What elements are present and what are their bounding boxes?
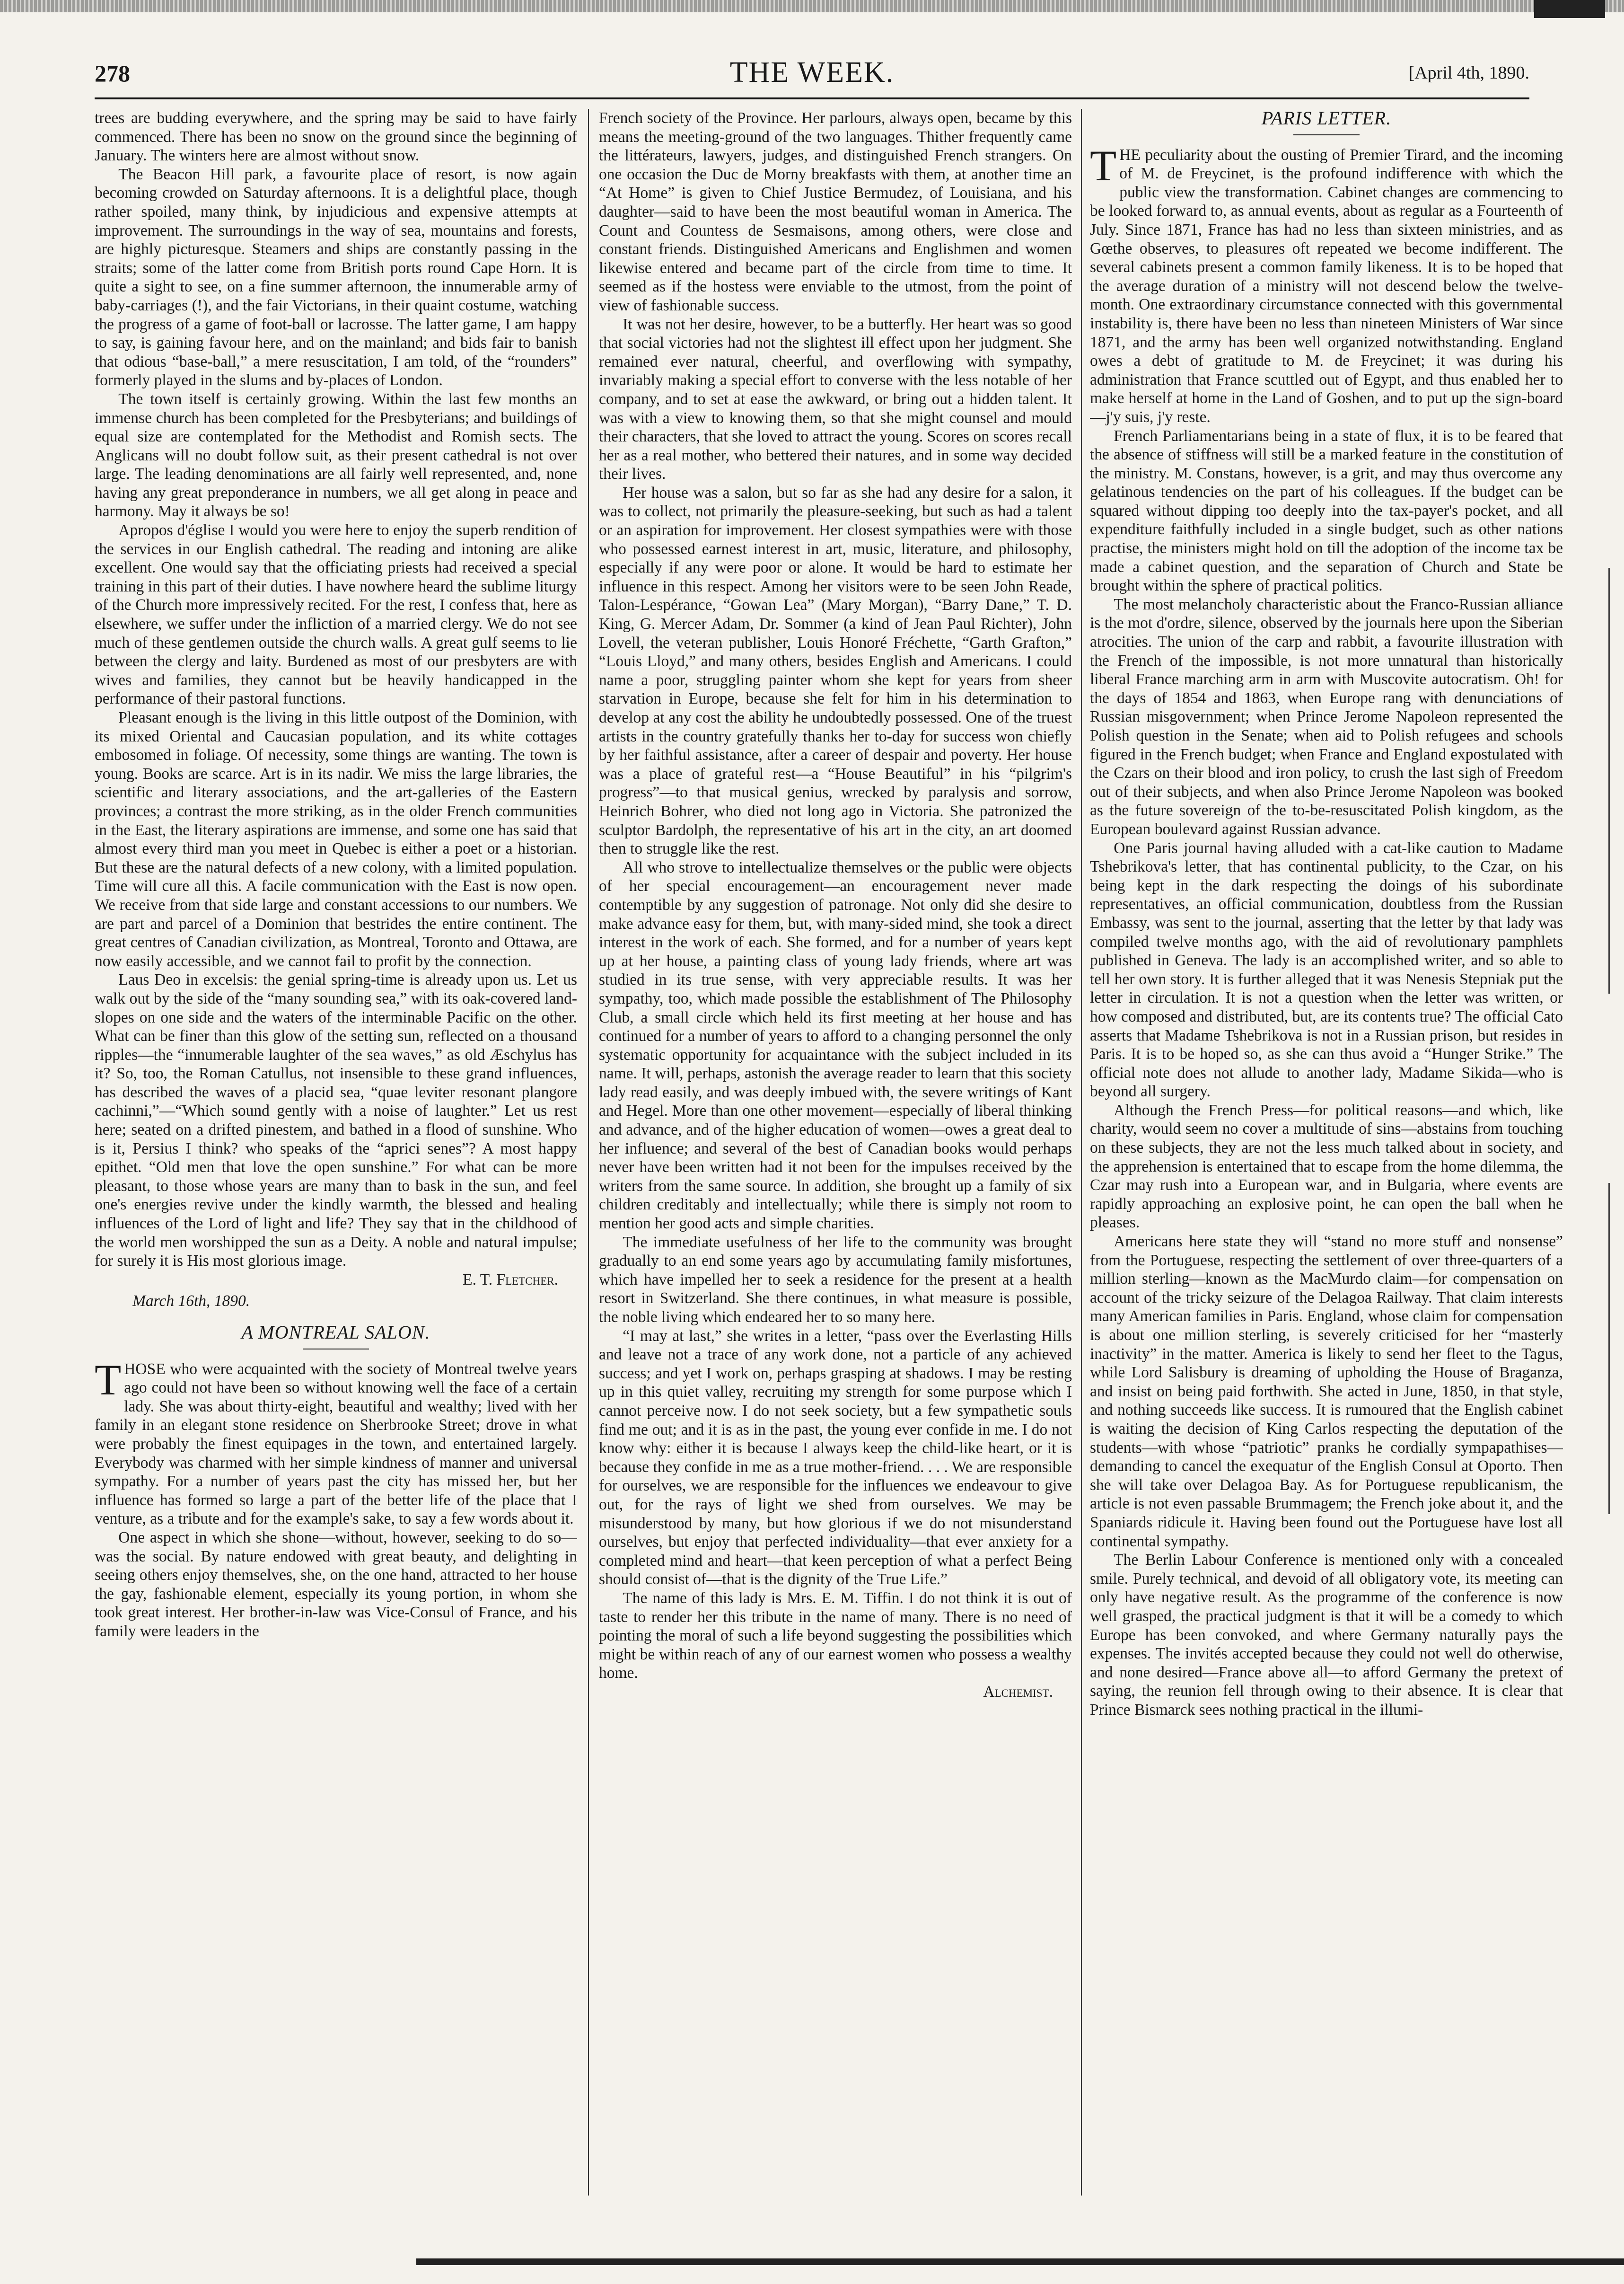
drop-cap: T bbox=[95, 1355, 122, 1404]
author-signature: E. T. Fletcher. bbox=[463, 1270, 558, 1288]
drop-cap: T bbox=[1090, 141, 1117, 190]
paragraph: Pleasant enough is the living in this little outpost of the Dominion, with its mixed Oriental and Caucasian population, and its white cottages embosomed in foliage. Of necessity, some things are wanting. The town is young. Books are scarce. Art is in its nadir. We miss the large libraries, the scientific and literary associations, and the art-galleries of the Eastern provinces; a contrast the more striking, as in the older French communities in the East, the literary aspirations are immense, and some one has said that almost every third man you meet in Quebec is either a poet or a historian. But these are the natural defects of a new colony, with a limited population. Time will cure all this. A facile communication with the East is now open. We receive from that side large and constant accessions to our numbers. We are part and parcel of a Dominion that bestrides the entire continent. The great centres of Canadian civilization, as Montreal, Toronto and Ottawa, are now easily accessible, and we cannot fail to profit by the connection. bbox=[95, 709, 577, 970]
header-rule bbox=[95, 97, 1529, 99]
paragraph bbox=[95, 1355, 577, 1528]
scan-top-edge bbox=[0, 0, 1624, 12]
paragraph: The Beacon Hill park, a favourite place of resort, is now again becoming crowded on Saturday afternoons. It is a delightful place, though rather spoiled, many think, by injudicious and expensive attempts at improvement. The surroundings in the way of sea, mountains and forests, are highly picturesque. Steamers and ships are constantly passing in the straits; some of the latter come from British ports round Cape Horn. It is quite a sight to see, on a fine summer afternoon, the innumerable army of baby-carriages (!), and the fair Victorians, in their quaint costume, watching the progress of a game of foot-ball or lacrosse. The latter game, I am happy to say, is gaining favour here, and on the mainland; and bids fair to banish that odious “base-ball,” a mere resuscitation, I am told, of the “rounders” formerly played in the slums and by-places of London. bbox=[95, 165, 577, 389]
paragraph: French Parliamentarians being in a state of flux, it is to be feared that the absence of stiffness will still be a marked feature in the constitution of the ministry. M. Constans, however, is a grit, and may thus overcome any gelatinous tendencies on the part of his colleagues. If the budget can be squared without dipping too deeply into the tax-payer's pocket, and all expenditure faithfully included in a single budget, such as other nations practise, the ministers might hold on till the adoption of the income tax be made a cabinet question, and the separation of Church and State be brought within the sphere of practical politics. bbox=[1090, 427, 1563, 595]
paragraph: trees are budding everywhere, and the spring may be said to have fairly commenced. There has been no snow on the ground since the beginning of January. The winters here are almost without snow. bbox=[95, 109, 577, 165]
scan-edge-line bbox=[1608, 568, 1610, 994]
paragraph: “I may at last,” she writes in a letter, “pass over the Everlasting Hills and leave not a trace of any work done, not a particle of any achieved success; and yet I work on, perhaps grasping at shadows. I may be resting up in this quiet valley, recruiting my strength for some purpose which I cannot perceive now. I do not seek society, but a few sympathetic souls find me out; and it is as in the past, the young ever confide in me. I do not know why: either it is because I always keep the child-like heart, or it is because they confide in me as a true mother-friend. . . . We are responsible for ourselves, we are responsible for the influences we endeavour to give out, for the rays of light we shed from ourselves. We may be misunderstood by many, but how glorious if we do not misunderstand ourselves, but enjoy that perfected individuality—that ever anxiety for a completed mind and heart—that keen perception of what a perfect Being should consist of—that is the dignity of the True Life.” bbox=[599, 1327, 1072, 1588]
paragraph: The town itself is certainly growing. Within the last few months an immense church has been completed for the Presbyterians; and buildings of equal size are contemplated for the Methodist and Romish sects. The Anglicans will no doubt follow suit, as their present cathedral is not over large. The leading denominations are all fairly well represented, and, none having any great preponderance in numbers, we all get along in peace and harmony. May it always be so! bbox=[95, 390, 577, 520]
page-number: 278 bbox=[95, 60, 130, 87]
article-title-paris-letter: PARIS LETTER. bbox=[1261, 109, 1392, 129]
title-rule bbox=[1293, 134, 1360, 135]
column-right bbox=[1090, 109, 1563, 2196]
scan-bottom-edge bbox=[416, 2258, 1624, 2265]
paragraph: The immediate usefulness of her life to the community was brought gradually to an end some years ago by accumulating family misfortunes, which have impelled her to seek a residence for the present at a health resort in Switzerland. She there continues, in what measure is possible, the noble living which endeared her to so many here. bbox=[599, 1233, 1072, 1326]
scan-edge-line bbox=[1608, 1183, 1610, 1514]
column-left bbox=[95, 109, 577, 2196]
paragraph: It was not her desire, however, to be a butterfly. Her heart was so good that social victories had not the slightest ill effect upon her judgment. She remained ever natural, cheerful, and overflowing with sympathy, invariably making a special effort to converse with the less notable of her company, and to set at ease the awkward, or bring out a hidden talent. It was with a view to knowing them, so that she might counsel and mould their characters, that she loved to attract the young. Scores on scores recall her as a real mother, who bettered their natures, and in some way decided their lives. bbox=[599, 315, 1072, 483]
paragraph bbox=[1090, 141, 1563, 427]
paragraph: One aspect in which she shone—without, however, seeking to do so—was the social. By nature endowed with great beauty, and delighting in seeing others enjoy themselves, she, on the one hand, attracted to her house the gay, fashionable element, especially its young portion, in whom she took great interest. Her brother-in-law was Vice-Consul of France, and his family were leaders in the bbox=[95, 1528, 577, 1640]
paragraph: The Berlin Labour Conference is mentioned only with a concealed smile. Purely technical, and devoid of all obligatory vote, its meeting can only have negative result. As the programme of the conference is now well grasped, the practical judgment is that it will be a comedy to which Europe has been convoked, and where Germany naturally pays the expenses. The invités accepted because they could not well do otherwise, and none desired—France above all—to afford Germany the pretext of saying, the reunion fell through owing to their absence. It is clear that Prince Bismarck sees nothing practical in the illumi- bbox=[1090, 1551, 1563, 1719]
paragraph: The most melancholy characteristic about the Franco-Russian alliance is the mot d'ordre, silence, observed by the journals here upon the Siberian atrocities. The union of the carp and rabbit, a favourite illustration with the French of the impossible, is not more unnatural than historically liberal France marching arm in arm with Muscovite autocratism. Oh! for the days of 1854 and 1863, when Europe rang with denunciations of Russian misgovernment; when Prince Jerome Napoleon represented the Polish question in the Senate; when aid to Polish refugees and schools figured in the French budget; when France and England expostulated with the Czars on their blood and iron policy, to crush the last sigh of Freedom out of their subjects, and when also Prince Jerome Napoleon was booked as the future sovereign of the to-be-resuscitated Polish kingdom, as the European boulevard against Russian advance. bbox=[1090, 595, 1563, 838]
running-head bbox=[95, 56, 1529, 97]
paragraph: The name of this lady is Mrs. E. M. Tiffin. I do not think it is out of taste to render her this tribute in the name of many. There is no need of pointing the moral of such a life beyond suggesting the possibilities which might be within reach of any of our earnest women who possess a wealthy home. bbox=[599, 1589, 1072, 1682]
dateline: March 16th, 1890. bbox=[132, 1292, 250, 1310]
paragraph-text: HOSE who were acquainted with the society of Montreal twelve years ago could not have been so without knowing well the face of a certain lady. She was about thirty-eight, beautiful and wealthy; lived with her family in an elegant stone residence on Sherbrooke Street; drove in what were probably the finest equipages in the town, and entertained largely. Everybody was charmed with her simple kindness of manner and universal sympathy. For a number of years past the city has missed her, but her influence has formed so large a part of the better life of the place that I venture, as a tribute and for the example's sake, to say a few words about it. bbox=[95, 1360, 577, 1528]
paragraph: Her house was a salon, but so far as she had any desire for a salon, it was to collect, not primarily the pleasure-seeking, but such as had a talent or an aspiration for improvement. Her closest sympathies were with those who possessed earnest interest in art, music, literature, and philosophy, especially if any were poor or alone. It would be hard to estimate her influence in this respect. Among her visitors were to be seen John Reade, Talon-Lespérance, “Gowan Lea” (Mary Morgan), “Barry Dane,” T. D. King, G. Mercer Adam, Dr. Sommer (a kind of Jean Paul Richter), John Lovell, the veteran publisher, Louis Honoré Fréchette, “Garth Grafton,” “Louis Lloyd,” and many others, besides English and Americans. I could name a poor, struggling painter whom she kept for years from sheer starvation in Europe, because she felt for him in his determination to develop at any cost the ability he undoubtedly possessed. One of the truest artists in the country gratefully thanks her to-day for success won chiefly by her faithful assistance, after a career of despair and poverty. Her house was a place of grateful rest—a “House Beautiful” in his “pilgrim's progress”—to that musical genius, wrecked by paralysis and sorrow, Heinrich Bohrer, who died not long ago in Victoria. She patronized the sculptor Bardolph, the representative of his art in the city, an art doomed then to struggle like the rest. bbox=[599, 484, 1072, 858]
column-middle bbox=[599, 109, 1072, 2196]
paragraph-text: HE peculiarity about the ousting of Premier Tirard, and the incoming of M. de Freycinet, is the profound indifference with which the public view the transformation. Cabinet changes are commencing to be looked forward to, as annual events, about as regular as a Fourteenth of July. Since 1871, France has had no less than sixteen ministries, and as Gœthe observes, to pleasures oft repeated we become indifferent. The several cabinets present a common family likeness. It is to be hoped that the average duration of a ministry will not descend below the twelve-month. One extraordinary circumstance connected with this governmental instability is, there have been no less than nineteen Ministers of War since 1871, and the army has been well organized notwithstanding. England owes a debt of gratitude to M. de Freycinet; it was during his administration that France scuttled out of Egypt, and thus enabled her to make herself at home in the Land of Goshen, and to put up the sign-board—j'y suis, j'y reste. bbox=[1090, 146, 1563, 426]
journal-title: THE WEEK. bbox=[729, 56, 895, 88]
paragraph: All who strove to intellectualize themselves or the public were objects of her special encouragement—an encouragement never made contemptible by any suggestion of patronage. Not only did she desire to make advance easy for them, but, with many-sided mind, she took a direct interest in the work of each. She formed, and for a number of years kept up at her house, a painting class of young lady friends, where art was studied in its true sense, with very appreciable results. It was her sympathy, too, which made possible the establishment of The Philosophy Club, a small circle which held its first meeting at her house and has continued for a number of years to afford to a changing personnel the only systematic opportunity for acquaintance with the subject included in its name. It will, perhaps, astonish the average reader to learn that this society lady read easily, and was deeply imbued with, the severe writings of Kant and Hegel. More than one other movement—especially of liberal thinking and advance, and of the higher education of women—owes a great deal to her influence; and several of the best of Canadian books would perhaps never have been written had it not been for the impulses received by the writers from the same source. In addition, she brought up a family of six children creditably and intellectually; while there is simply not room to mention her good acts and simple charities. bbox=[599, 858, 1072, 1233]
article-title-montreal-salon: A MONTREAL SALON. bbox=[241, 1322, 430, 1343]
paragraph: One Paris journal having alluded with a cat-like caution to Madame Tshebrikova's letter, that has continental publicity, to the Czar, on his being kept in the dark respecting the doings of his subordinate representatives, an official communication, doubtless from the Russian Embassy, was sent to the journal, asserting that the letter by that lady was compiled twelve months ago, with the aid of revolutionary pamphlets published in Geneva. The lady is an accomplished writer, and so able to tell her own story. It is further alleged that it was Nenesis Stepniak put the letter in circulation. It is not a question when the letter was written, or how composed and distributed, but, are its contents true? The official Cato asserts that Madame Tshebrikova is not in a Russian prison, but resides in Paris. It is to be hoped so, as she can thus avoid a “Hunger Strike.” The official note does not allude to another lady, Madame Sikida—who is beyond all surgery. bbox=[1090, 839, 1563, 1101]
paragraph: French society of the Province. Her parlours, always open, became by this means the meeting-ground of the two languages. Thither frequently came the littérateurs, lawyers, judges, and distinguished French strangers. On one occasion the Duc de Morny breakfasts with them, at another time an “At Home” is given to Chief Justice Bermudez, of Louisiana, and his daughter—said to have been the most beautiful woman in America. The Count and Countess de Sesmaisons, among others, were close and constant friends. Distinguished Americans and Englishmen and women likewise entered and became part of the circle from time to time. It seemed as if the hostess were enviable to the utmost, from the point of view of fashionable success. bbox=[599, 109, 1072, 314]
paragraph: Laus Deo in excelsis: the genial spring-time is already upon us. Let us walk out by the side of the “many sounding sea,” with its oak-covered land-slopes on one side and the waters of the interminable Pacific on the other. What can be finer than this glow of the setting sun, reflected on a thousand ripples—the “innumerable laughter of the sea waves,” as old Æschylus has it? So, too, the Roman Catullus, not insensible to these grand influences, has described the waves of a placid sea, “quae leviter resonant plangore cachinni,”—“Which sound gently with a noise of laughter.” Let us rest here; seated on a drifted pinestem, and bathed in a flood of sunshine. Who is it, Persius I think? who speaks of the “aprici senes”? A most happy epithet. “Old men that love the open sunshine.” For what can be more pleasant, to those whose years are many than to bask in the sun, and feel one's energies revive under the kindly warmth, the blessed and healing influences of the Lord of light and life? They say that in the childhood of the world men worshipped the sun as a Deity. A noble and natural impulse; for surely it is His most glorious image. bbox=[95, 971, 577, 1270]
paragraph: Apropos d'église I would you were here to enjoy the superb rendition of the services in our English cathedral. The reading and intoning are alike excellent. One would say that the officiating priests had received a special training in this part of their duties. I have nowhere heard the sublime liturgy of the Church more impressively recited. For the rest, I confess that, here as elsewhere, we suffer under the infliction of a married clergy. We do not see much of these gentlemen outside the church walls. A great gulf seems to lie between the clergy and laity. Burdened as most of our presbyters are with wives and families, they cannot but be heavily handicapped in the performance of their pastoral functions. bbox=[95, 521, 577, 708]
column-divider bbox=[1081, 109, 1082, 2196]
issue-date: [April 4th, 1890. bbox=[1408, 63, 1529, 83]
paragraph: Although the French Press—for political reasons—and which, like charity, would seem no cover a multitude of sins—abstains from touching on these subjects, they are not the less much talked about in society, and the apprehension is entertained that to escape from the home dilemma, the Czar may rush into a European war, and in Bulgaria, where events are rapidly approaching an explosive point, he can open the ball when he pleases. bbox=[1090, 1101, 1563, 1232]
paragraph: Americans here state they will “stand no more stuff and nonsense” from the Portuguese, respecting the settlement of over three-quarters of a million sterling—known as the MacMurdo claim—for compensation on account of the tricky seizure of the Delagoa Railway. That claim interests many American families in Paris. England, whose claim for compensation is about one million sterling, is severely criticised for her “masterly inactivity” in the matter. America is likely to send her fleet to the Tagus, while Lord Salisbury is dreaming of upholding the House of Braganza, and insist on being paid forthwith. She acted in June, 1850, in that style, and nothing succeeds like success. It is rumoured that the English cabinet is waiting the decision of King Carlos respecting the deputation of the students—with whose “patriotic” pranks he cordially sympapathises—demanding to cancel the exequatur of the English Consul at Oporto. Then she will take over Delagoa Bay. As for Portuguese republicanism, the article is not even passable Brummagem; the French joke about it, and the Spaniards ridicule it. Having been found out the Portuguese have lost all continental sympathy. bbox=[1090, 1233, 1563, 1550]
column-divider bbox=[588, 109, 589, 2196]
author-signature: Alchemist. bbox=[983, 1683, 1053, 1701]
scan-corner-mark bbox=[1534, 0, 1605, 18]
